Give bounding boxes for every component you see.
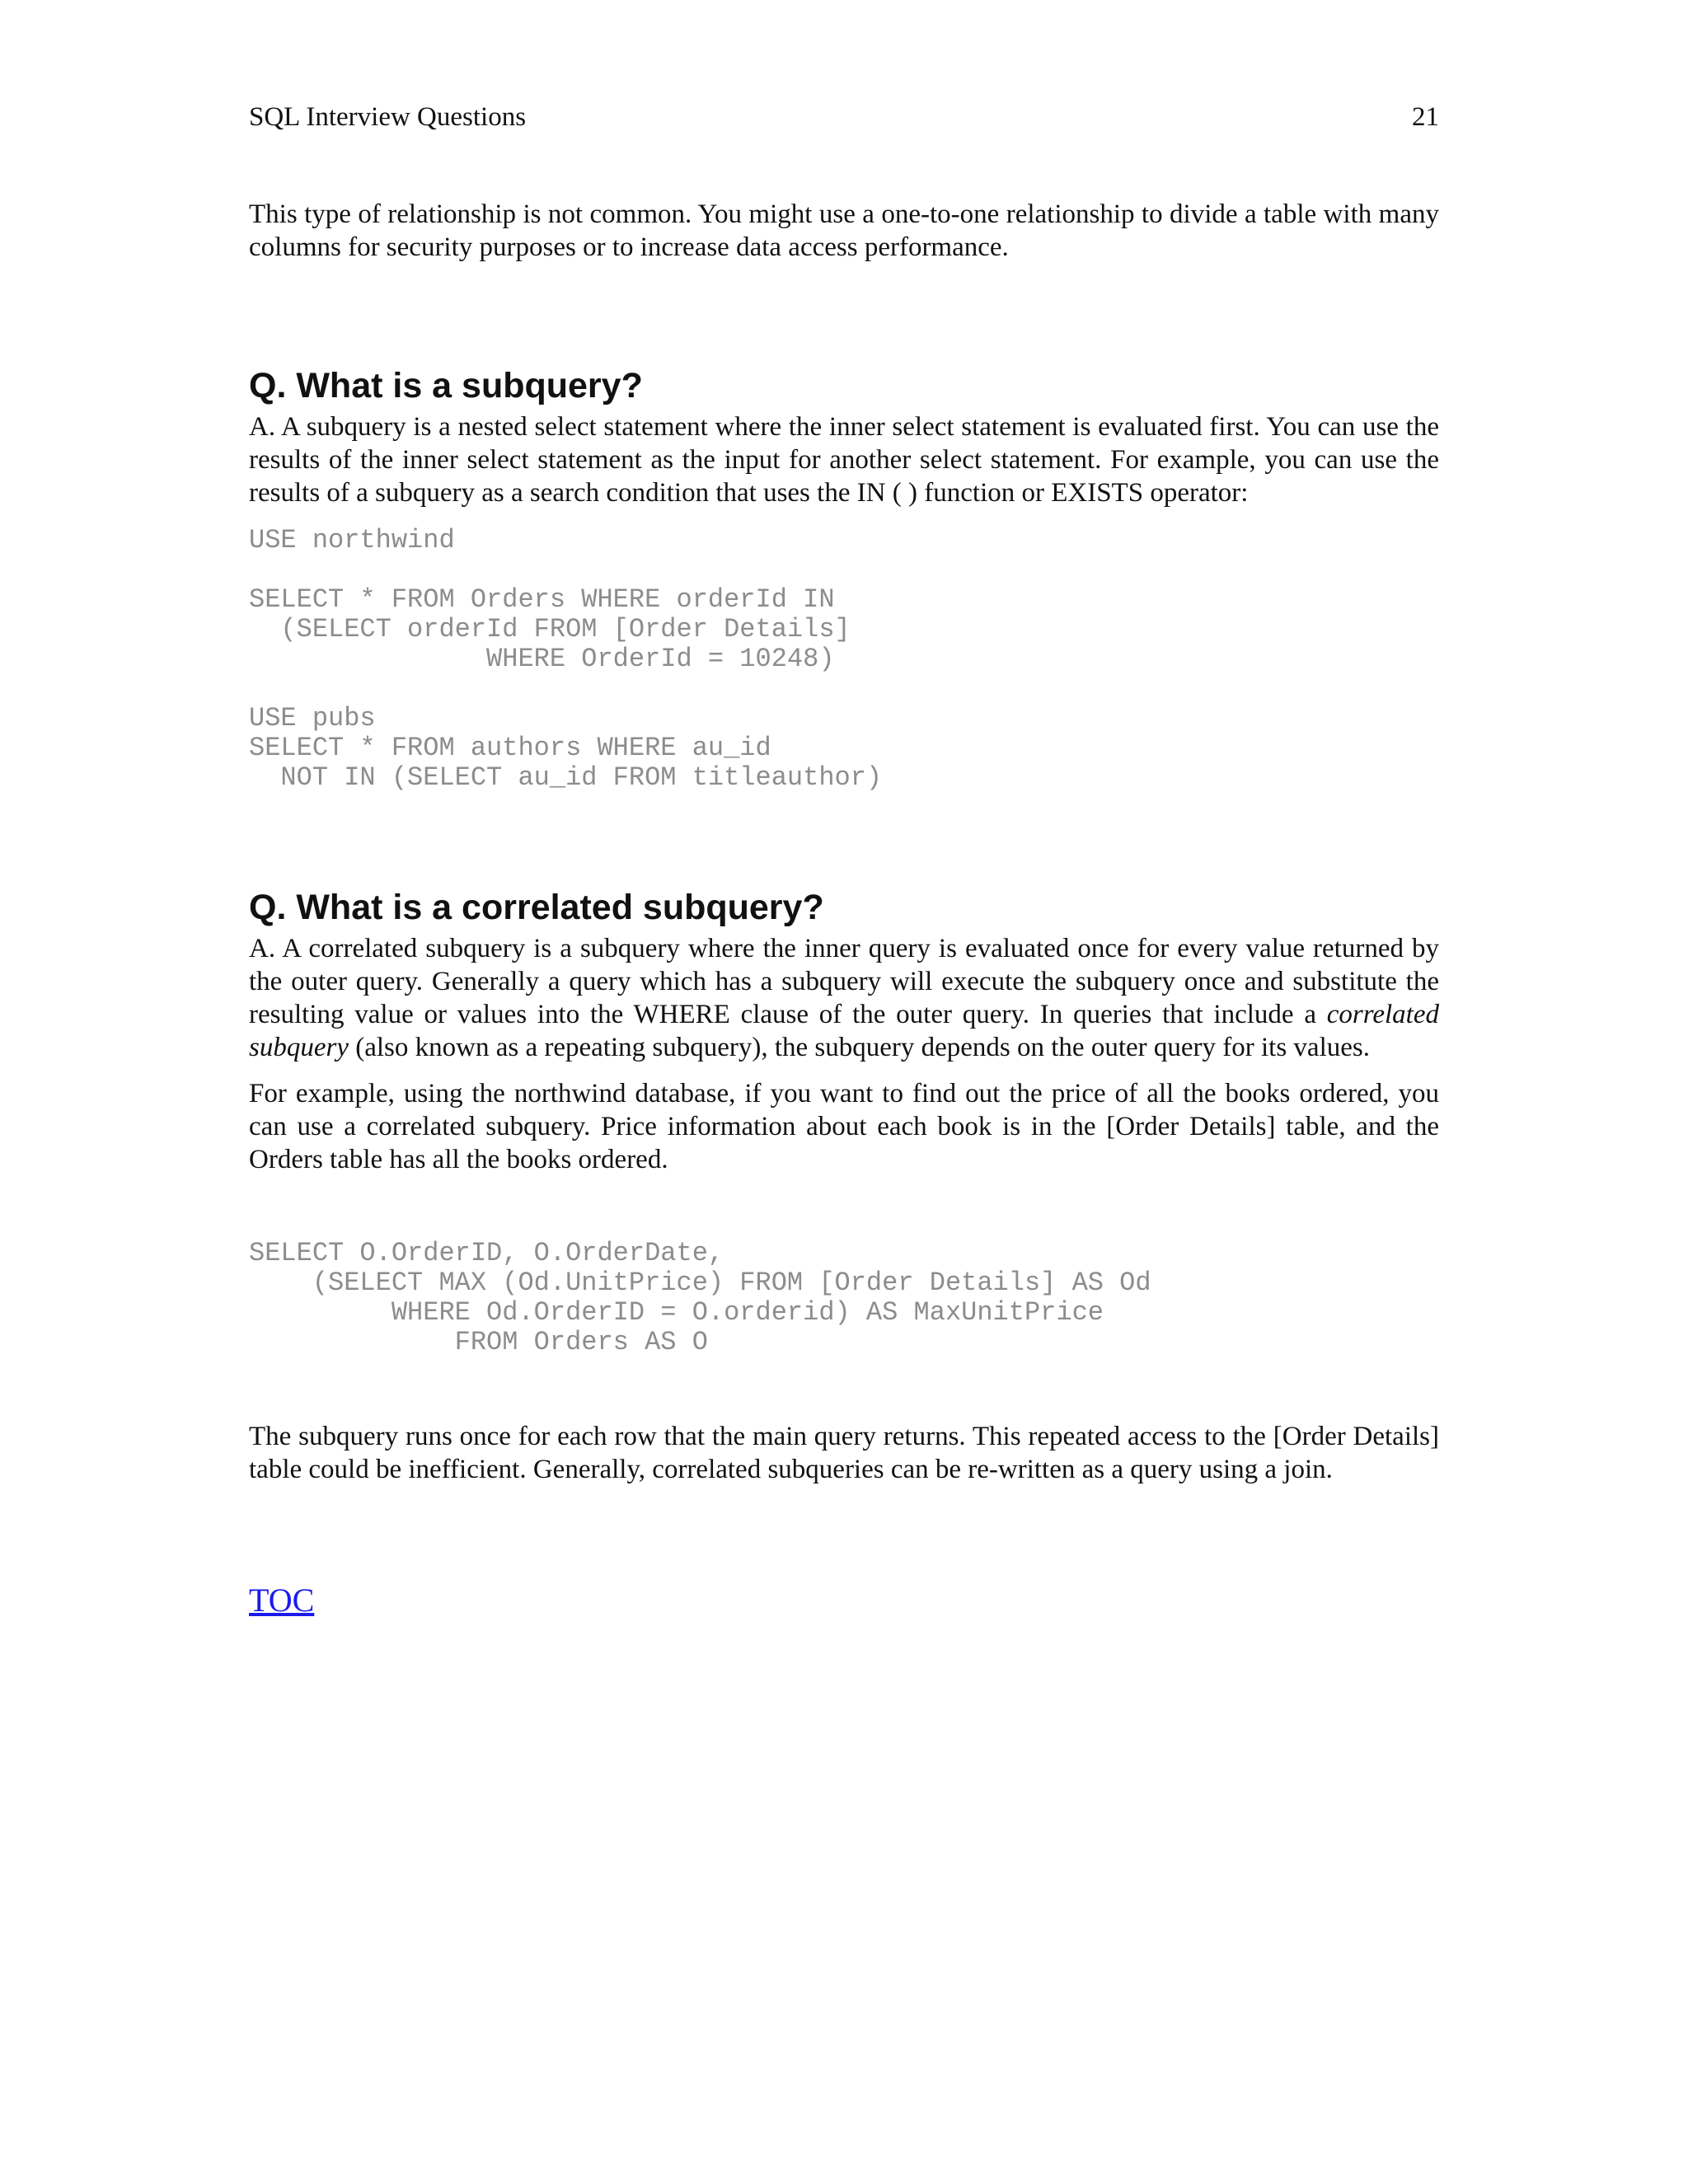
subquery-heading: Q. What is a subquery? [249,366,643,405]
correlated-answer [249,932,1439,1064]
toc-section [249,1581,1439,1620]
correlated-answer-text-2: (also known as a repeating subquery), the subquery depends on the outer query for its values. [348,1033,1370,1062]
correlated-closing-paragraph: The subquery runs once for each row that the main query returns. This repeated access to the [Order Details] table could be inefficient. Generally, correlated subqueries can be re-written as a query using a join. [249,1422,1439,1484]
correlated-example-paragraph: For example, using the northwind database, if you want to find out the price of all the books ordered, you can use a correlated subquery. Price information about each book is in the [Order Details] table, and the Orders table has all the books ordered. [249,1079,1439,1174]
page-header [249,97,1439,137]
subquery-section [249,363,1439,793]
intro-paragraph: This type of relationship is not common. You might use a one-to-one relationship to divide a table with many columns for security purposes or to increase data access performance. [249,199,1439,262]
correlated-answer-term: correlated subquery [249,1000,1439,1062]
correlated-section [249,884,1439,1486]
correlated-heading: Q. What is a correlated subquery? [249,888,824,927]
subquery-answer: A. A subquery is a nested select statement where the inner select statement is evaluated first. You can use the results of the inner select statement as the input for another select statement. For example, you can use the results of a subquery as a search condition that uses the IN ( ) function or EXISTS operator: [249,412,1439,508]
running-title: SQL Interview Questions [249,102,527,132]
page-number: 21 [1412,102,1439,132]
toc-link[interactable]: TOC [249,1582,315,1619]
correlated-code-sample: SELECT O.OrderID, O.OrderDate, (SELECT MAX (Od.UnitPrice) FROM [Order Details] AS Od WHERE Od.OrderID = O.orderid) AS MaxUnitPrice FROM Orders AS O [249,1238,1151,1357]
intro-section [249,198,1439,264]
correlated-answer-text-1: A. A correlated subquery is a subquery where the inner query is evaluated once for every value returned by the outer query. Generally a query which has a subquery will execute the subquery once and substitute the resulting value or values into the WHERE clause of the outer query. In queries that include a [249,934,1439,1029]
subquery-code-sample: USE northwind SELECT * FROM Orders WHERE orderId IN (SELECT orderId FROM [Order Details] WHERE OrderId = 10248) USE pubs SELECT * FROM authors WHERE au_id NOT IN (SELECT au_id FROM titleauthor) [249,525,883,793]
